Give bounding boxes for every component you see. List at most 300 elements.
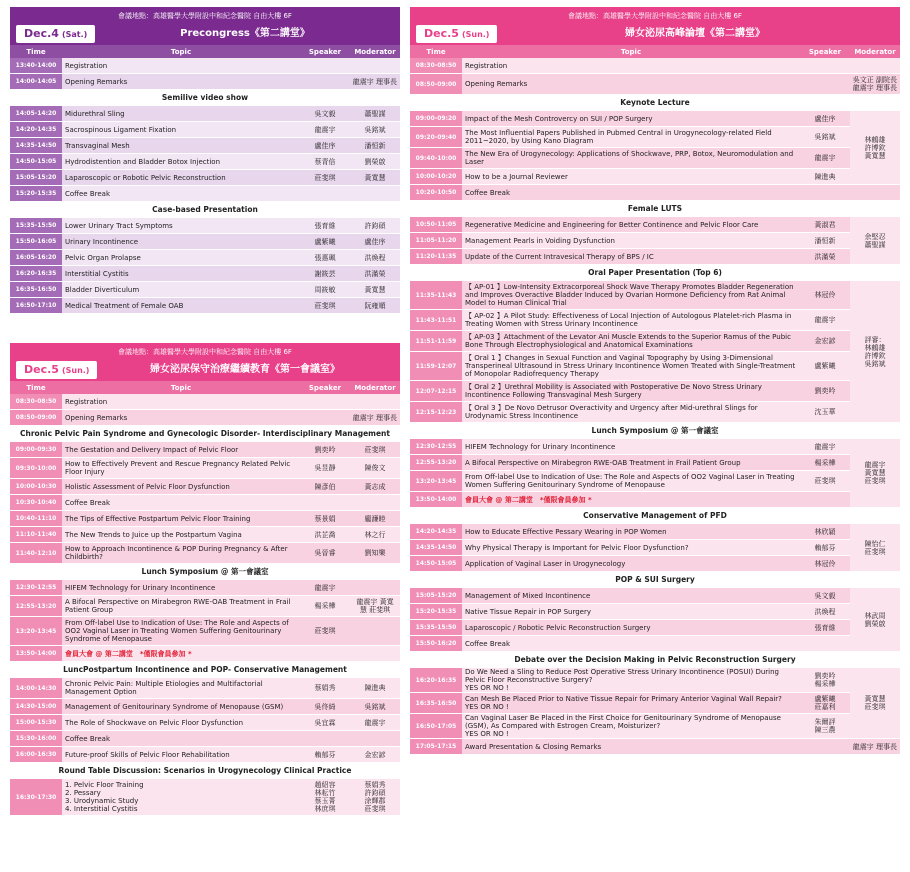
topic-cell: Laparoscopic or Robotic Pelvic Reconstruction <box>62 170 300 186</box>
time-cell: 14:20-14:35 <box>410 524 462 540</box>
moderator-cell <box>850 185 900 201</box>
header-time: Time <box>10 45 62 58</box>
table-row <box>410 127 900 148</box>
time-cell: 16:50-17:05 <box>410 714 462 739</box>
time-cell: 14:35-14:50 <box>410 540 462 556</box>
moderator-cell: 陳進典 <box>350 678 400 699</box>
header-topic: Topic <box>62 381 300 394</box>
table-row <box>10 282 400 298</box>
table-row <box>10 298 400 314</box>
table-row <box>10 122 400 138</box>
topic-cell: Transvaginal Mesh <box>62 138 300 154</box>
speaker-cell: 洪芷喬 <box>300 527 350 543</box>
panel-title: 婦女泌尿高峰論壇《第二講堂》 <box>625 28 765 39</box>
time-cell: 16:20-16:35 <box>10 266 62 282</box>
speaker-cell: 盧紫曦 <box>800 352 850 381</box>
speaker-cell: 盧紫曦 <box>300 234 350 250</box>
moderator-cell <box>350 731 400 747</box>
panel-header <box>10 343 400 381</box>
table-row <box>410 636 900 652</box>
time-cell: 14:35-14:50 <box>10 138 62 154</box>
header-speaker: Speaker <box>800 45 850 58</box>
topic-cell: Opening Remarks <box>462 74 800 95</box>
topic-cell: Hydrodistention and Bladder Botox Injection <box>62 154 300 170</box>
speaker-cell: 劉奕吟 <box>300 442 350 458</box>
speaker-cell: 劉奕吟 楊采樺 <box>800 668 850 693</box>
table-row <box>10 218 400 234</box>
time-cell: 13:40-14:00 <box>10 58 62 74</box>
time-cell: 16:35-16:50 <box>10 282 62 298</box>
moderator-cell: 吳銘斌 <box>350 699 400 715</box>
moderator-group-cell: 林武周 劉榮啟 <box>850 588 900 652</box>
topic-cell: Regenerative Medicine and Engineering for Better Continence and Pelvic Floor Care <box>462 217 800 233</box>
time-cell: 15:00-15:30 <box>10 715 62 731</box>
table-row <box>10 747 400 763</box>
moderator-cell: 金宏諺 <box>350 747 400 763</box>
moderator-group-cell: 龍震宇 黃寬慧 莊斐琪 <box>850 439 900 508</box>
venue-text: 會議地點：高雄醫學大學附設中和紀念醫院 自由大樓 6F <box>568 12 742 20</box>
panel-title: 婦女泌尿保守治療繼續教育《第一會議室》 <box>150 364 340 375</box>
speaker-cell: 莊斐琪 <box>300 298 350 314</box>
speaker-cell: 賴郁芬 <box>300 747 350 763</box>
speaker-cell <box>300 495 350 511</box>
table-row <box>410 233 900 249</box>
topic-cell: Interstitial Cystitis <box>62 266 300 282</box>
time-cell: 16:30-17:30 <box>10 779 62 816</box>
speaker-cell: 劉奕吟 <box>800 381 850 402</box>
table-row <box>10 511 400 527</box>
time-cell: 13:50-14:00 <box>410 492 462 508</box>
table-row <box>10 779 400 816</box>
table-row <box>10 106 400 122</box>
speaker-cell: 張育維 <box>800 620 850 636</box>
speaker-cell <box>800 58 850 74</box>
panel-title: Precongress《第二講堂》 <box>180 28 310 39</box>
precongress-panel <box>10 7 400 321</box>
speaker-cell: 吳文正 副院長 龍震宇 理事長 <box>800 74 900 95</box>
topic-cell: Registration <box>462 58 800 74</box>
table-row <box>10 58 400 74</box>
topic-cell: Coffee Break <box>62 731 300 747</box>
moderator-cell: 龍震宇 黃寬慧 莊斐琪 <box>350 596 400 617</box>
time-cell: 09:20-09:40 <box>410 127 462 148</box>
time-cell: 16:50-17:10 <box>10 298 62 314</box>
time-cell: 13:20-13:45 <box>10 617 62 646</box>
section-title: Lunch Symposium @ 第一會議室 <box>10 564 400 580</box>
section-row <box>10 763 400 779</box>
moderator-cell: 龐濂睦 <box>350 511 400 527</box>
date-badge: Dec.5 (Sun.) <box>416 25 497 43</box>
topic-cell: How to Approach Incontinence & POP During Pregnancy & After Childbirth? <box>62 543 300 564</box>
section-row <box>410 508 900 524</box>
speaker-cell: 林冠伶 <box>800 556 850 572</box>
speaker-cell: 吳晉睿 <box>300 543 350 564</box>
topic-cell: Coffee Break <box>462 636 800 652</box>
table-row <box>10 234 400 250</box>
topic-cell: From Off-label Use to Indication of Use: The Role and Aspects of OO2 Vaginal Laser in Treating Women Suffering Genitourinary Syndrome of Menopause <box>62 617 300 646</box>
time-cell: 15:20-15:35 <box>10 186 62 202</box>
time-cell: 11:59-12:07 <box>410 352 462 381</box>
topic-cell: 【 AP-01 】Low-Intensity Extracorporeal Shock Wave Therapy Promotes Bladder Regeneration and Improves Overactive Bladder Induced by Ovarian Hormone Deficiency from Rat Animal Model to Human Clinical Trial <box>462 281 800 310</box>
table-row <box>10 543 400 564</box>
moderator-cell: 洪滿榮 <box>350 266 400 282</box>
topic-cell: Opening Remarks <box>62 410 300 426</box>
topic-cell: Registration <box>62 58 300 74</box>
time-cell: 08:30-08:50 <box>410 58 462 74</box>
time-cell: 15:35-15:50 <box>410 620 462 636</box>
topic-cell: The Role of Shockwave on Pelvic Floor Dysfunction <box>62 715 300 731</box>
table-row <box>10 678 400 699</box>
moderator-cell: 許鈞碩 <box>350 218 400 234</box>
header-topic: Topic <box>62 45 300 58</box>
topic-cell: 會員大會 @ 第二講堂 *僅限會員參加 * <box>462 492 800 508</box>
speaker-cell: 賴郁芬 <box>800 540 850 556</box>
topic-cell: 會員大會 @ 第二講堂 *僅限會員參加 * <box>62 646 300 662</box>
moderator-cell <box>350 495 400 511</box>
moderator-cell: 劉知樂 <box>350 543 400 564</box>
time-cell: 10:00-10:30 <box>10 479 62 495</box>
header-time: Time <box>10 381 62 394</box>
table-row <box>410 620 900 636</box>
topic-cell: 【 AP-03 】Attachment of the Levator Ani Muscle Extends to the Superior Ramus of the Pubic Bone Through Electrophysiological and Anatomical Examinations <box>462 331 800 352</box>
time-cell: 12:30-12:55 <box>10 580 62 596</box>
speaker-cell: 陳彥伯 <box>300 479 350 495</box>
time-cell: 14:30-15:00 <box>10 699 62 715</box>
header-time: Time <box>410 45 462 58</box>
moderator-cell: 吳銘斌 <box>350 122 400 138</box>
table-row <box>10 527 400 543</box>
header-moderator: Moderator <box>850 45 900 58</box>
moderator-cell: 阮雍順 <box>350 298 400 314</box>
panel-header <box>10 7 400 45</box>
speaker-cell: 莊斐琪 <box>300 170 350 186</box>
time-cell: 17:05-17:15 <box>410 739 462 755</box>
speaker-cell: 盧佳序 <box>300 138 350 154</box>
section-title: Lunch Symposium @ 第一會議室 <box>410 423 900 439</box>
section-title: Female LUTS <box>410 201 900 217</box>
topic-cell: HIFEM Technology for Urinary Incontinence <box>62 580 300 596</box>
moderator-group-cell: 評審： 林鶴雄 許博欽 吳銘斌 <box>850 281 900 423</box>
speaker-cell: 張惠珮 <box>300 250 350 266</box>
time-cell: 11:10-11:40 <box>10 527 62 543</box>
time-cell: 15:50-16:20 <box>410 636 462 652</box>
time-cell: 14:50-15:05 <box>10 154 62 170</box>
header-row <box>10 45 400 58</box>
table-row <box>10 479 400 495</box>
time-cell: 14:00-14:05 <box>10 74 62 90</box>
table-row <box>410 281 900 310</box>
topic-cell: How to Educate Effective Pessary Wearing in POP Women <box>462 524 800 540</box>
speaker-cell: 楊采樺 <box>300 596 350 617</box>
table-row <box>410 668 900 693</box>
moderator-cell: 陳俊文 <box>350 458 400 479</box>
speaker-cell: 陳進典 <box>800 169 850 185</box>
table-row <box>410 492 900 508</box>
table-row <box>10 186 400 202</box>
speaker-cell: 盧佳序 <box>800 111 850 127</box>
table-row <box>10 458 400 479</box>
speaker-cell: 洪滿榮 <box>800 249 850 265</box>
topic-cell: Laparoscopic / Robotic Pelvic Reconstruction Surgery <box>462 620 800 636</box>
topic-cell: 【 Oral 2 】Urethral Mobility is Associated with Postoperative De Novo Stress Urinary Incontinence Following Transvaginal Mesh Surgery <box>462 381 800 402</box>
topic-cell: The Most Influential Papers Published in Pubmed Central in Urogynecology-related Field 2011~2020, by Using Kano Diagram <box>462 127 800 148</box>
speaker-cell: 沈玉華 <box>800 402 850 423</box>
table-row <box>410 58 900 74</box>
speaker-cell: 周筱敏 <box>300 282 350 298</box>
table-row <box>10 170 400 186</box>
table-row <box>10 442 400 458</box>
moderator-cell: 洪煥程 <box>350 250 400 266</box>
topic-cell: 【 Oral 1 】Changes in Sexual Function and Vaginal Topography by Using 3-Dimensional Transperineal Ultrasound in Stress Urinary Incontinence Women Treated with Single-Treatment of Monopolar Radiofrequency Therapy <box>462 352 800 381</box>
speaker-cell: 龍震宇 <box>800 148 850 169</box>
table-row <box>410 352 900 381</box>
panel-header <box>410 7 900 45</box>
topic-cell: Holistic Assessment of Pelvic Floor Dysfunction <box>62 479 300 495</box>
section-row <box>410 95 900 111</box>
section-title: LuncPostpartum Incontinence and POP- Conservative Management <box>10 662 400 678</box>
moderator-cell: 黃寬慧 <box>350 282 400 298</box>
speaker-cell: 莊斐琪 <box>300 617 350 646</box>
section-title: Round Table Discussion: Scenarios in Urogynecology Clinical Practice <box>10 763 400 779</box>
table-row <box>410 714 900 739</box>
section-row <box>10 662 400 678</box>
table-row <box>410 471 900 492</box>
time-cell: 15:05-15:20 <box>10 170 62 186</box>
time-cell: 10:30-10:40 <box>10 495 62 511</box>
time-cell: 11:51-11:59 <box>410 331 462 352</box>
topic-cell: Chronic Pelvic Pain: Multiple Etiologies and Multifactorial Management Option <box>62 678 300 699</box>
time-cell: 10:50-11:05 <box>410 217 462 233</box>
table-row <box>410 739 900 755</box>
section-row <box>410 652 900 668</box>
topic-cell: Coffee Break <box>62 186 300 202</box>
table-row <box>410 540 900 556</box>
speaker-cell: 吳昱靜 <box>300 458 350 479</box>
date-badge: Dec.4 (Sat.) <box>16 25 95 43</box>
section-row <box>410 572 900 588</box>
topic-cell: Why Physical Therapy is Important for Pelvic Floor Dysfunction? <box>462 540 800 556</box>
topic-cell: From Off-label Use to Indication of Use: The Role and Aspects of OO2 Vaginal Laser in Treating Women Suffering Genitourinary Syndrome of Menopause <box>462 471 800 492</box>
speaker-cell: 龍震宇 <box>300 122 350 138</box>
speaker-cell <box>800 636 850 652</box>
speaker-cell: 蔡娟秀 <box>300 678 350 699</box>
time-cell: 11:43-11:51 <box>410 310 462 331</box>
section-row <box>10 564 400 580</box>
speaker-cell: 吳文毅 <box>800 588 850 604</box>
moderator-cell: 莊斐琪 <box>350 442 400 458</box>
topic-cell: Award Presentation & Closing Remarks <box>462 739 800 755</box>
header-moderator: Moderator <box>350 45 400 58</box>
topic-cell: Management of Mixed Incontinence <box>462 588 800 604</box>
time-cell: 11:40-12:10 <box>10 543 62 564</box>
table-row <box>10 74 400 90</box>
section-title: POP & SUI Surgery <box>410 572 900 588</box>
speaker-cell <box>300 394 350 410</box>
topic-cell: Native Tissue Repair in POP Surgery <box>462 604 800 620</box>
topic-cell: Bladder Diverticulum <box>62 282 300 298</box>
moderator-cell: 林之行 <box>350 527 400 543</box>
table-row <box>410 588 900 604</box>
time-cell: 10:00-10:20 <box>410 169 462 185</box>
moderator-cell <box>350 617 400 646</box>
time-cell: 12:55-13:20 <box>10 596 62 617</box>
speaker-cell: 金宏諺 <box>800 331 850 352</box>
time-cell: 10:20-10:50 <box>410 185 462 201</box>
moderator-cell <box>850 58 900 74</box>
time-cell: 14:50-15:05 <box>410 556 462 572</box>
table-row <box>10 699 400 715</box>
time-cell: 15:35-15:50 <box>10 218 62 234</box>
topic-cell: Registration <box>62 394 300 410</box>
schedule-table <box>410 45 900 755</box>
speaker-cell: 龍震宇 <box>800 439 850 455</box>
topic-cell: 【 AP-02 】A Pilot Study: Effectiveness of Local Injection of Autologous Platelet-rich Plasma in Treating Women with Stress Urinary Incontinence <box>462 310 800 331</box>
table-row <box>10 715 400 731</box>
topic-cell: Midurethral Sling <box>62 106 300 122</box>
section-title: Keynote Lecture <box>410 95 900 111</box>
section-title: Conservative Management of PFD <box>410 508 900 524</box>
topic-cell: Sacrospinous Ligament Fixation <box>62 122 300 138</box>
section-title: Chronic Pelvic Pain Syndrome and Gynecologic Disorder- Interdisciplinary Management <box>10 426 400 442</box>
moderator-cell: 龍震宇 <box>350 715 400 731</box>
moderator-group-cell: 黃寬慧 莊斐琪 <box>850 668 900 739</box>
time-cell: 12:30-12:55 <box>410 439 462 455</box>
table-row <box>410 693 900 714</box>
header-topic: Topic <box>462 45 800 58</box>
header-row <box>10 381 400 394</box>
topic-cell: Lower Urinary Tract Symptoms <box>62 218 300 234</box>
moderator-group-cell: 陳怡仁 莊斐琪 <box>850 524 900 572</box>
speaker-cell: 林欣穎 <box>800 524 850 540</box>
speaker-cell: 黃淑君 <box>800 217 850 233</box>
time-cell: 10:40-11:10 <box>10 511 62 527</box>
table-row <box>410 249 900 265</box>
moderator-cell <box>350 646 400 662</box>
table-row <box>410 111 900 127</box>
speaker-cell: 蔡青倍 <box>300 154 350 170</box>
time-cell: 11:05-11:20 <box>410 233 462 249</box>
schedule-table <box>10 45 400 314</box>
table-row <box>410 556 900 572</box>
table-row <box>410 217 900 233</box>
header-row <box>410 45 900 58</box>
header-moderator: Moderator <box>350 381 400 394</box>
section-row <box>410 265 900 281</box>
time-cell: 09:00-09:20 <box>410 111 462 127</box>
time-cell: 14:20-14:35 <box>10 122 62 138</box>
topic-cell: Impact of the Mesh Controvercy on SUI / POP Surgery <box>462 111 800 127</box>
continuing-education-panel <box>10 343 400 865</box>
table-row <box>10 580 400 596</box>
header-speaker: Speaker <box>300 45 350 58</box>
topic-cell: A Bifocal Perspective on Mirabegron RWE-OAB Treatment in Frail Patient Group <box>62 596 300 617</box>
time-cell: 11:20-11:35 <box>410 249 462 265</box>
speaker-cell: 龍震宇 理事長 <box>800 739 900 755</box>
section-row <box>10 90 400 106</box>
topic-cell: Management Pearls in Voiding Dysfunction <box>462 233 800 249</box>
time-cell: 14:00-14:30 <box>10 678 62 699</box>
date-badge: Dec.5 (Sun.) <box>16 361 97 379</box>
topic-cell: Can Vaginal Laser Be Placed in the First Choice for Genitourinary Syndrome of Menopause (GSM), As Compared with Estrogen Cream, Moisturizer? YES OR NO ! <box>462 714 800 739</box>
topic-cell: The New Era of Urogynecology: Applications of Shockwave, PRP, Botox, Neuromodulation and Laser <box>462 148 800 169</box>
header-speaker: Speaker <box>300 381 350 394</box>
moderator-cell: 蔡娟秀 許鈞碩 涂輝郡 莊斐琪 <box>350 779 400 816</box>
speaker-cell: 吳佟綺 <box>300 699 350 715</box>
table-row <box>10 394 400 410</box>
time-cell: 08:50-09:00 <box>410 74 462 95</box>
speaker-cell <box>300 186 350 202</box>
table-row <box>410 455 900 471</box>
moderator-cell: 劉榮啟 <box>350 154 400 170</box>
time-cell: 15:50-16:05 <box>10 234 62 250</box>
table-row <box>410 331 900 352</box>
table-row <box>10 731 400 747</box>
table-row <box>410 310 900 331</box>
section-title: Semilive video show <box>10 90 400 106</box>
speaker-cell <box>300 731 350 747</box>
section-row <box>410 201 900 217</box>
time-cell: 16:00-16:30 <box>10 747 62 763</box>
topic-cell: Pelvic Organ Prolapse <box>62 250 300 266</box>
time-cell: 16:20-16:35 <box>410 668 462 693</box>
time-cell: 15:20-15:35 <box>410 604 462 620</box>
topic-cell: How to be a Journal Reviewer <box>462 169 800 185</box>
moderator-cell: 黃寬慧 <box>350 170 400 186</box>
topic-cell: Future-proof Skills of Pelvic Floor Rehabilitation <box>62 747 300 763</box>
time-cell: 11:35-11:43 <box>410 281 462 310</box>
topic-cell: Application of Vaginal Laser in Urogynecology <box>462 556 800 572</box>
speaker-cell: 張育維 <box>300 218 350 234</box>
topic-cell: 1. Pelvic Floor Training 2. Pessary 3. Urodynamic Study 4. Interstitial Cystitis <box>62 779 300 816</box>
time-cell: 16:35-16:50 <box>410 693 462 714</box>
table-row <box>410 74 900 95</box>
time-cell: 08:50-09:00 <box>10 410 62 426</box>
table-row <box>10 138 400 154</box>
moderator-cell: 潘恒新 <box>350 138 400 154</box>
speaker-cell: 吳文毅 <box>300 106 350 122</box>
time-cell: 16:05-16:20 <box>10 250 62 266</box>
speaker-cell: 吳銘斌 <box>800 127 850 148</box>
moderator-cell <box>350 58 400 74</box>
moderator-cell: 蕭聖謀 <box>350 106 400 122</box>
speaker-cell <box>800 185 850 201</box>
moderator-cell: 盧佳序 <box>350 234 400 250</box>
topic-cell: Do We Need a Sling to Reduce Post Operative Stress Urinary Incontinence (POSUI) During Pelvic Floor Reconstructive Surgery? YES OR NO ! <box>462 668 800 693</box>
moderator-cell <box>350 394 400 410</box>
speaker-cell: 吳宜霖 <box>300 715 350 731</box>
time-cell: 15:05-15:20 <box>410 588 462 604</box>
topic-cell: The Tips of Effective Postpartum Pelvic Floor Training <box>62 511 300 527</box>
topic-cell: Management of Genitourinary Syndrome of Menopause (GSM) <box>62 699 300 715</box>
time-cell: 13:20-13:45 <box>410 471 462 492</box>
table-row <box>10 154 400 170</box>
summit-forum-panel <box>410 7 900 865</box>
topic-cell: Urinary Incontinence <box>62 234 300 250</box>
speaker-cell: 林冠伶 <box>800 281 850 310</box>
table-row <box>410 604 900 620</box>
moderator-group-cell: 余堅忍 蕭聖謀 <box>850 217 900 265</box>
topic-cell: Coffee Break <box>462 185 800 201</box>
moderator-cell: 黃志成 <box>350 479 400 495</box>
speaker-cell <box>300 58 350 74</box>
speaker-cell: 洪煥程 <box>800 604 850 620</box>
time-cell: 13:50-14:00 <box>10 646 62 662</box>
table-row <box>410 439 900 455</box>
topic-cell: Opening Remarks <box>62 74 300 90</box>
venue-text: 會議地點：高雄醫學大學附設中和紀念醫院 自由大樓 6F <box>118 348 292 356</box>
table-row <box>10 596 400 617</box>
speaker-cell: 盧紫曦 莊嘉利 <box>800 693 850 714</box>
